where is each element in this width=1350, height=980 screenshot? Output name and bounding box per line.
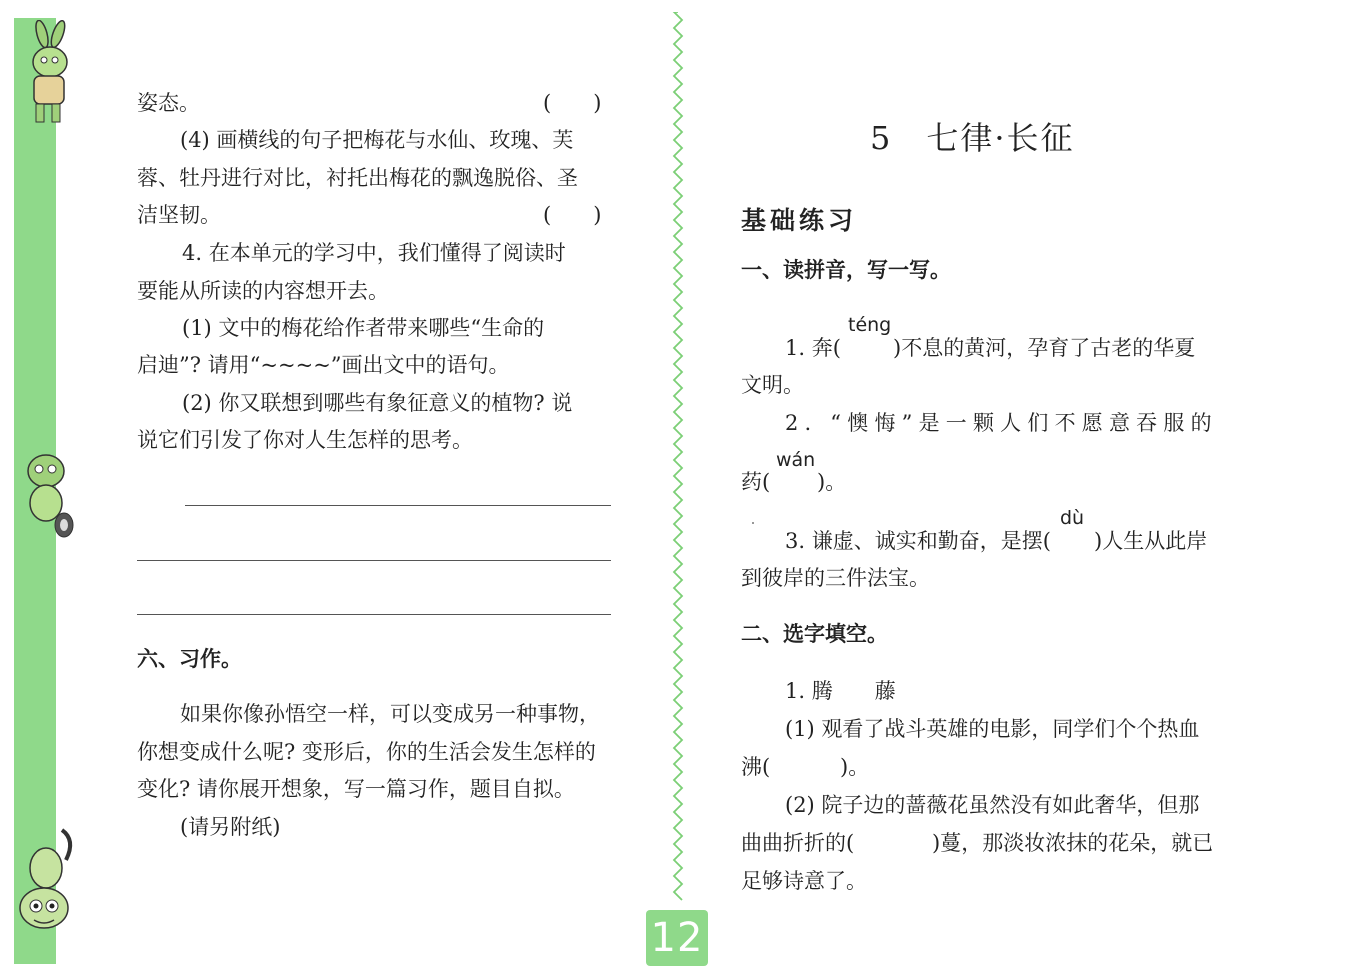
text-line: (1) 观看了战斗英雄的电影，同学们个个热血 xyxy=(785,717,1200,741)
text-line: 你想变成什么呢? 变形后，你的生活会发生怎样的 xyxy=(137,740,596,764)
rabbit-icon xyxy=(12,20,82,130)
text-line: 曲曲折折的( xyxy=(741,831,855,855)
text-line: 2. “懊悔”是一颗人们不愿意吞服的 xyxy=(785,411,1218,435)
text-line: 启迪”? 请用“~~~~”画出文中的语句。 xyxy=(137,353,510,377)
text-line: (2) 你又联想到哪些有象征意义的植物? 说 xyxy=(182,391,573,415)
text-line: 文明。 xyxy=(741,373,804,397)
text-line: (4) 画横线的句子把梅花与水仙、玫瑰、芙 xyxy=(180,128,574,152)
text-line: (请另附纸) xyxy=(180,815,281,839)
text-line: 到彼岸的三件法宝。 xyxy=(741,566,930,590)
answer-line[interactable] xyxy=(137,614,611,615)
text-line: 说它们引发了你对人生怎样的思考。 xyxy=(137,428,473,452)
pinyin-hint: téng xyxy=(848,314,892,336)
answer-parentheses: ( ) xyxy=(543,203,602,227)
text-line: )不息的黄河，孕育了古老的华夏 xyxy=(893,336,1196,360)
text-line: 3. 谦虚、诚实和勤奋，是摆( xyxy=(785,529,1051,553)
text-line: 蓉、牡丹进行对比，衬托出梅花的飘逸脱俗、圣 xyxy=(137,166,578,190)
practice-heading: 基础练习 xyxy=(741,206,858,235)
text-line: 药( xyxy=(741,470,771,494)
section-heading: 一、读拼音，写一写。 xyxy=(741,258,951,282)
raccoon-icon xyxy=(12,445,82,540)
text-line: 沸( xyxy=(741,755,771,779)
speck xyxy=(752,522,754,524)
text-line: )。 xyxy=(817,470,847,494)
text-line: 1. 奔( xyxy=(785,336,841,360)
text-line: 1. 腾 藤 xyxy=(785,679,896,703)
lesson-title: 5 七律·长征 xyxy=(870,119,1075,157)
text-line: 4. 在本单元的学习中，我们懂得了阅读时 xyxy=(182,241,566,265)
page-divider xyxy=(668,12,688,902)
text-line: 洁坚韧。 xyxy=(137,203,221,227)
answer-line[interactable] xyxy=(185,505,611,506)
pinyin-hint: dù xyxy=(1060,507,1085,529)
text-line: 变化? 请你展开想象，写一篇习作，题目自拟。 xyxy=(137,777,575,801)
section-heading: 二、选字填空。 xyxy=(741,622,888,646)
text-line: 姿态。 xyxy=(137,91,200,115)
pinyin-hint: wán xyxy=(776,449,816,471)
text-line: (1) 文中的梅花给作者带来哪些“生命的 xyxy=(182,316,545,340)
section-heading: 六、习作。 xyxy=(137,647,242,671)
text-line: )蔓，那淡妆浓抹的花朵，就已 xyxy=(932,831,1214,855)
text-line: )。 xyxy=(840,755,870,779)
answer-parentheses: ( ) xyxy=(543,91,602,115)
text-line: (2) 院子边的蔷薇花虽然没有如此奢华，但那 xyxy=(785,793,1200,817)
text-line: )人生从此岸 xyxy=(1094,529,1208,553)
text-line: 足够诗意了。 xyxy=(741,869,867,893)
page-number: 12 xyxy=(646,910,708,966)
text-line: 如果你像孙悟空一样，可以变成另一种事物， xyxy=(180,702,600,726)
answer-line[interactable] xyxy=(137,560,611,561)
text-line: 要能从所读的内容想开去。 xyxy=(137,279,389,303)
tiger-icon xyxy=(12,822,82,937)
